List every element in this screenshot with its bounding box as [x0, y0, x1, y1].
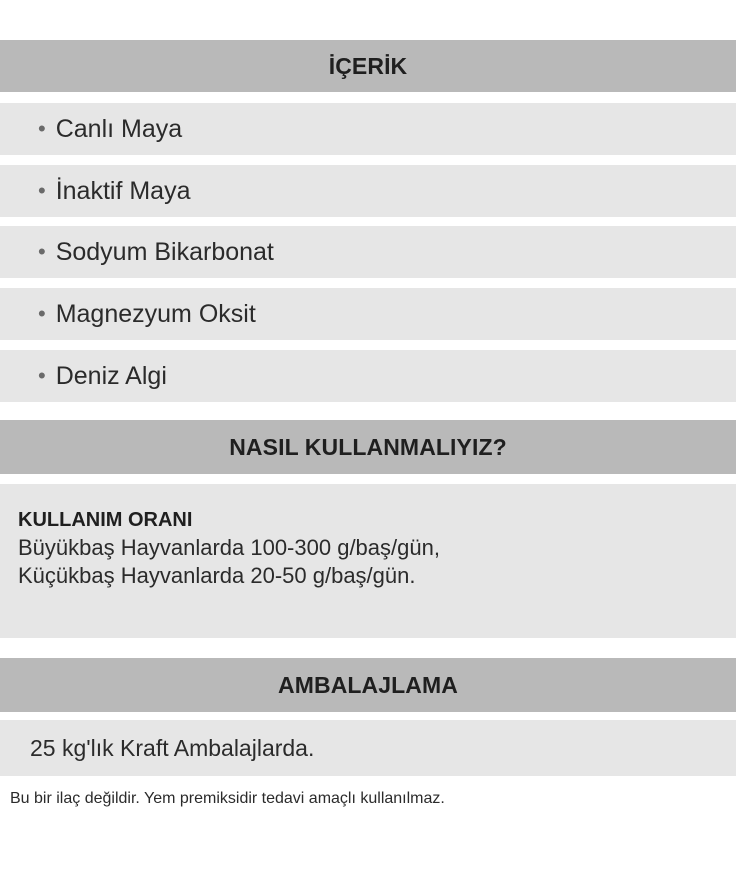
- usage-line-large-animals: Büyükbaş Hayvanlarda 100-300 g/baş/gün,: [18, 535, 440, 560]
- ingredient-item: [0, 350, 736, 402]
- usage-line-small-animals: Küçükbaş Hayvanlarda 20-50 g/baş/gün.: [18, 563, 416, 588]
- ingredient-label: Canlı Maya: [55, 114, 183, 143]
- bullet-icon: •: [38, 116, 46, 141]
- packaging-text: 25 kg'lık Kraft Ambalajlarda.: [30, 734, 315, 761]
- bullet-icon: •: [38, 178, 46, 203]
- ingredient-label: Sodyum Bikarbonat: [55, 237, 274, 266]
- ingredient-item: [0, 103, 736, 155]
- bullet-icon: •: [38, 239, 46, 264]
- bullet-icon: •: [38, 301, 46, 326]
- ingredient-label: İnaktif Maya: [55, 176, 191, 205]
- usage-body: [0, 484, 736, 638]
- packaging-title: AMBALAJLAMA: [278, 671, 458, 698]
- disclaimer-text: Bu bir ilaç değildir. Yem premiksidir tedavi amaçlı kullanılmaz.: [10, 790, 445, 807]
- ingredient-label: Deniz Algi: [55, 361, 167, 390]
- packaging-header: [0, 658, 736, 712]
- usage-title: NASIL KULLANMALIYIZ?: [229, 433, 507, 460]
- usage-header: [0, 420, 736, 474]
- ingredient-item: [0, 226, 736, 278]
- bullet-icon: •: [38, 363, 46, 388]
- ingredient-item: [0, 165, 736, 217]
- ingredient-item: [0, 288, 736, 340]
- packaging-body: [0, 720, 736, 776]
- usage-subtitle: KULLANIM ORANI: [18, 509, 193, 531]
- ingredients-header: [0, 40, 736, 92]
- ingredient-label: Magnezyum Oksit: [55, 299, 256, 328]
- ingredients-title: İÇERİK: [328, 52, 408, 79]
